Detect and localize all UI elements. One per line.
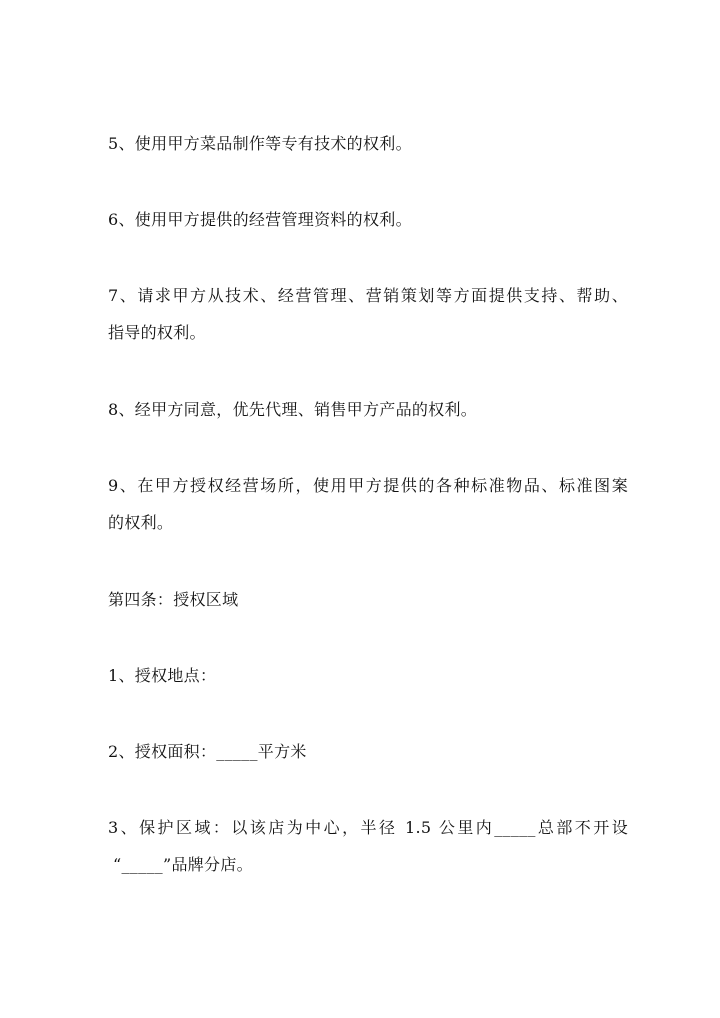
section-heading-article-4: 第四条：授权区域 [108, 590, 239, 609]
clause-6: 6、使用甲方提供的经营管理资料的权利。 [108, 210, 412, 229]
protection-zone-line-2: “_____”品牌分店。 [113, 855, 253, 874]
clause-7-line-2: 指导的权利。 [108, 323, 206, 342]
clause-9-line-2: 的权利。 [108, 513, 174, 532]
clause-5: 5、使用甲方菜品制作等专有技术的权利。 [108, 134, 412, 153]
clause-7-line-1: 7、请求甲方从技术、经营管理、营销策划等方面提供支持、帮助、 [108, 286, 628, 305]
authorization-area: 2、授权面积：_____平方米 [108, 742, 307, 761]
authorization-location: 1、授权地点： [108, 666, 217, 685]
protection-zone-line-1: 3、保护区域：以该店为中心，半径 1.5 公里内_____总部不开设 [108, 818, 628, 837]
clause-9-line-1: 9、在甲方授权经营场所，使用甲方提供的各种标准物品、标准图案 [108, 476, 628, 495]
clause-8: 8、经甲方同意，优先代理、销售甲方产品的权利。 [108, 400, 478, 419]
